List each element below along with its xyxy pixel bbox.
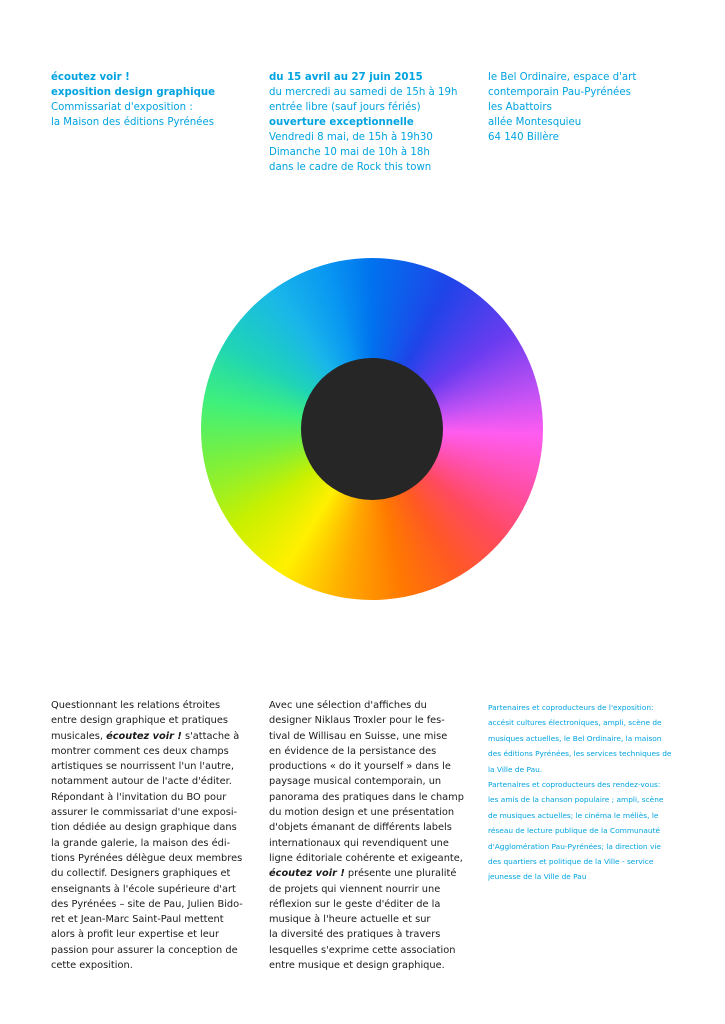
venue-postcode-city: 64 140 Billère [488, 132, 559, 143]
body-text-line: productions « do it yourself » dans le [269, 761, 451, 773]
body-text-line: artistiques se nourrissent l'un l'autre, [51, 761, 234, 773]
body-text-line: tion dédiée au design graphique dans [51, 822, 237, 834]
body-text-line: ret et Jean-Marc Saint-Paul mettent [51, 914, 224, 926]
body-text-line: montrer comment ces deux champs [51, 745, 229, 757]
venue-street: allée Montesquieu [488, 117, 582, 128]
special-opening-friday: Vendredi 8 mai, de 15h à 19h30 [269, 132, 433, 143]
partners-line: d'Agglomération Pau-Pyrénées; la direction vie [488, 841, 661, 851]
body-text-line: en évidence de la persistance des [269, 745, 437, 757]
admission-info: entrée libre (sauf jours fériés) [269, 102, 421, 113]
exhibition-dates: du 15 avril au 27 juin 2015 [269, 72, 423, 83]
body-column-middle [269, 698, 469, 973]
body-text-line: tions Pyrénées délègue deux membres [51, 852, 243, 864]
special-opening-sunday: Dimanche 10 mai de 10h à 18h [269, 147, 430, 158]
exhibition-title-inline: écoutez voir ! [106, 730, 182, 742]
color-wheel-graphic [201, 258, 543, 600]
body-text-line: ligne éditoriale cohérente et exigeante, [269, 852, 463, 864]
special-opening-heading: ouverture exceptionnelle [269, 117, 414, 128]
body-text-line: notamment autour de l'acte d'éditer. [51, 776, 232, 788]
header-column-title [51, 70, 251, 130]
body-column-left [51, 698, 251, 973]
partners-line: musiques actuelles, le Bel Ordinaire, la maison [488, 733, 662, 743]
exhibition-title-inline: écoutez voir ! [269, 868, 345, 880]
exhibition-subtitle: exposition design graphique [51, 87, 216, 98]
venue-name-cont: contemporain Pau-Pyrénées [488, 87, 631, 98]
body-text-line: du collectif. Designers graphiques et [51, 868, 231, 880]
body-text-line: Questionnant les relations étroites [51, 700, 221, 711]
body-text-line: panorama des pratiques dans le champ [269, 791, 464, 803]
body-text-line: alors à profit leur expertise et leur [51, 929, 220, 941]
body-text-line: lesquelles s'exprime cette association [269, 944, 456, 956]
body-text-line: passion pour assurer la conception de [51, 944, 238, 956]
body-text-line: du motion design et une présentation [269, 807, 455, 819]
body-text-line: la grande galerie, la maison des édi- [51, 837, 231, 849]
partners-line: des quartiers et politique de la Ville - service [488, 857, 654, 867]
curator-label: Commissariat d'exposition : [51, 102, 193, 113]
partners-line: jeunesse de la Ville de Pau [488, 872, 587, 882]
partners-line: des éditions Pyrénées, les services techniques de [488, 749, 672, 759]
body-text-line: de projets qui viennent nourrir une [269, 883, 441, 895]
body-text-line: assurer le commissariat d'une exposi- [51, 807, 238, 819]
body-text-line: musique à l'heure actuelle et sur [269, 914, 431, 926]
header-column-dates [269, 70, 469, 175]
body-text-line [51, 729, 251, 744]
partners-line: la Ville de Pau. [488, 764, 543, 774]
body-text-line: Répondant à l'invitation du BO pour [51, 791, 227, 803]
body-text-line: tival de Willisau en Suisse, une mise [269, 730, 448, 742]
exhibition-title: écoutez voir ! [51, 72, 130, 83]
header-column-venue [488, 70, 688, 145]
body-text-line: Avec une sélection d'affiches du [269, 700, 427, 711]
opening-hours: du mercredi au samedi de 15h à 19h [269, 87, 458, 98]
body-text-run: s'attache à [181, 730, 240, 742]
partners-line: de musiques actuelles; le cinéma le méliès, le [488, 810, 659, 820]
body-text-line: entre design graphique et pratiques [51, 715, 228, 727]
venue-name: le Bel Ordinaire, espace d'art [488, 72, 637, 83]
venue-building: les Abattoirs [488, 102, 552, 113]
body-text-line: designer Niklaus Troxler pour le fes- [269, 715, 445, 727]
special-opening-context: dans le cadre de Rock this town [269, 162, 432, 173]
color-wheel-center [301, 358, 443, 500]
body-text-line: entre musique et design graphique. [269, 960, 445, 972]
partners-line: Partenaires et coproducteurs des rendez-vous: [488, 780, 661, 790]
partners-line: les amis de la chanson populaire ; ampli, scène [488, 795, 664, 805]
body-text-run: musicales, [51, 730, 107, 742]
partners-line: accésit cultures électroniques, ampli, scène de [488, 718, 662, 728]
body-text-line: enseignants à l'école supérieure d'art [51, 883, 236, 895]
body-text-line: paysage musical contemporain, un [269, 776, 442, 788]
partners-column [488, 700, 688, 885]
body-text-line: cette exposition. [51, 960, 133, 972]
body-text-line: des Pyrénées – site de Pau, Julien Bido- [51, 898, 243, 910]
body-text-run: présente une pluralité [344, 868, 457, 880]
body-text-line: d'objets émanant de différents labels [269, 822, 452, 834]
body-text-line: internationaux qui revendiquent une [269, 837, 449, 849]
partners-line: réseau de lecture publique de la Communauté [488, 826, 661, 836]
partners-line: Partenaires et coproducteurs de l'exposition: [488, 703, 654, 712]
body-text-line [269, 866, 469, 881]
body-text-line: la diversité des pratiques à travers [269, 929, 441, 941]
curator-name: la Maison des éditions Pyrénées [51, 117, 215, 128]
body-text-line: réflexion sur le geste d'éditer de la [269, 898, 441, 910]
